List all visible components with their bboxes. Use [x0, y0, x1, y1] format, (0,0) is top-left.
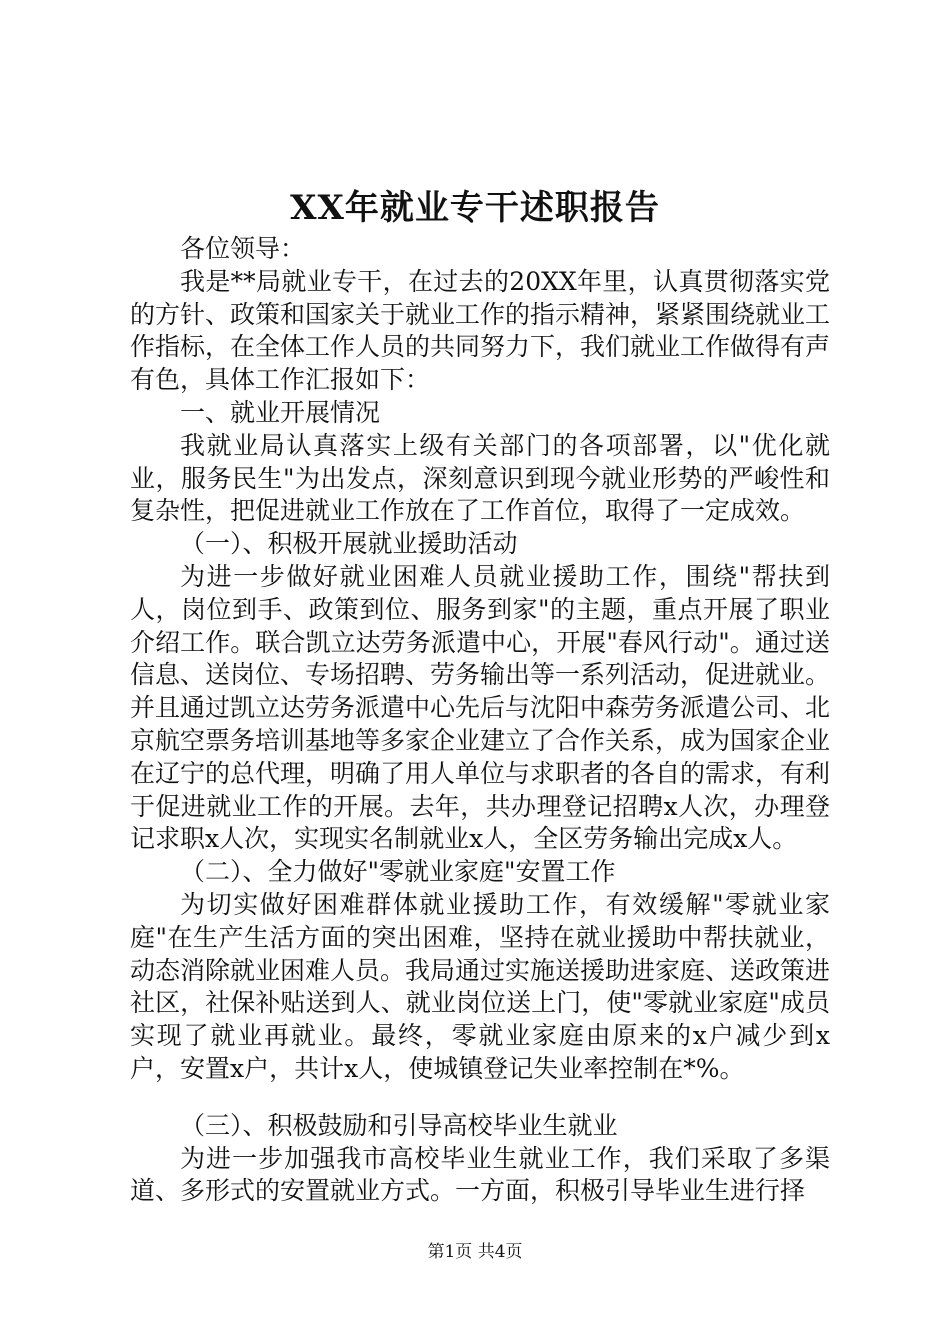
subsection-heading: （二）、全力做好"零就业家庭"安置工作: [180, 857, 616, 887]
intro-paragraph: 我是**局就业专干，在过去的20XX年里，认真贯彻落实党的方针、政策和国家关于就业工作的指示精神，紧紧围绕就业工作指标，在全体工作人员的共同努力下，我们就业工作做得有声有色，具体工作汇报如下：: [130, 266, 831, 395]
section-paragraph: 我就业局认真落实上级有关部门的各项部署，以"优化就业，服务民生"为出发点，深刻意识到现今就业形势的严峻性和复杂性，把促进就业工作放在了工作首位，取得了一定成效。: [130, 430, 830, 526]
section-heading: 一、就业开展情况: [180, 397, 381, 427]
document-body: [130, 233, 830, 1208]
subsection-paragraph: 为切实做好困难群体就业援助工作，有效缓解"零就业家庭"在生产生活方面的突出困难，坚持在就业援助中帮扶就业，动态消除就业困难人员。我局通过实施送援助进家庭、送政策进社区，社保补贴送到人、就业岗位送上门，使"零就业家庭"成员实现了就业再就业。最终，零就业家庭由原来的x户减少到x户，安置x户，共计x人，使城镇登记失业率控制在*%。: [130, 889, 831, 1083]
page-footer: 第1页 共4页: [427, 1242, 523, 1262]
subsection-heading: （一）、积极开展就业援助活动: [180, 529, 518, 559]
document-title: XX年就业专干述职报告: [290, 188, 660, 228]
subsection-heading: （三）、积极鼓励和引导高校毕业生就业: [180, 1110, 618, 1140]
subsection-paragraph: 为进一步做好就业困难人员就业援助工作，围绕"帮扶到人，岗位到手、政策到位、服务到家"的主题，重点开展了职业介绍工作。联合凯立达劳务派遣中心，开展"春风行动"。通过送信息、送岗位、专场招聘、劳务输出等一系列活动，促进就业。并且通过凯立达劳务派遣中心先后与沈阳中森劳务派遣公司、北京航空票务培训基地等多家企业建立了合作关系，成为国家企业在辽宁的总代理，明确了用人单位与求职者的各自的需求，有利于促进就业工作的开展。去年，共办理登记招聘x人次，办理登记求职x人次，实现实名制就业x人，全区劳务输出完成x人。: [130, 561, 831, 854]
paragraph-gap: [130, 1086, 830, 1110]
subsection-paragraph: 为进一步加强我市高校毕业生就业工作，我们采取了多渠道、多形式的安置就业方式。一方面，积极引导毕业生进行择: [130, 1143, 830, 1206]
salutation: 各位领导：: [180, 234, 306, 263]
